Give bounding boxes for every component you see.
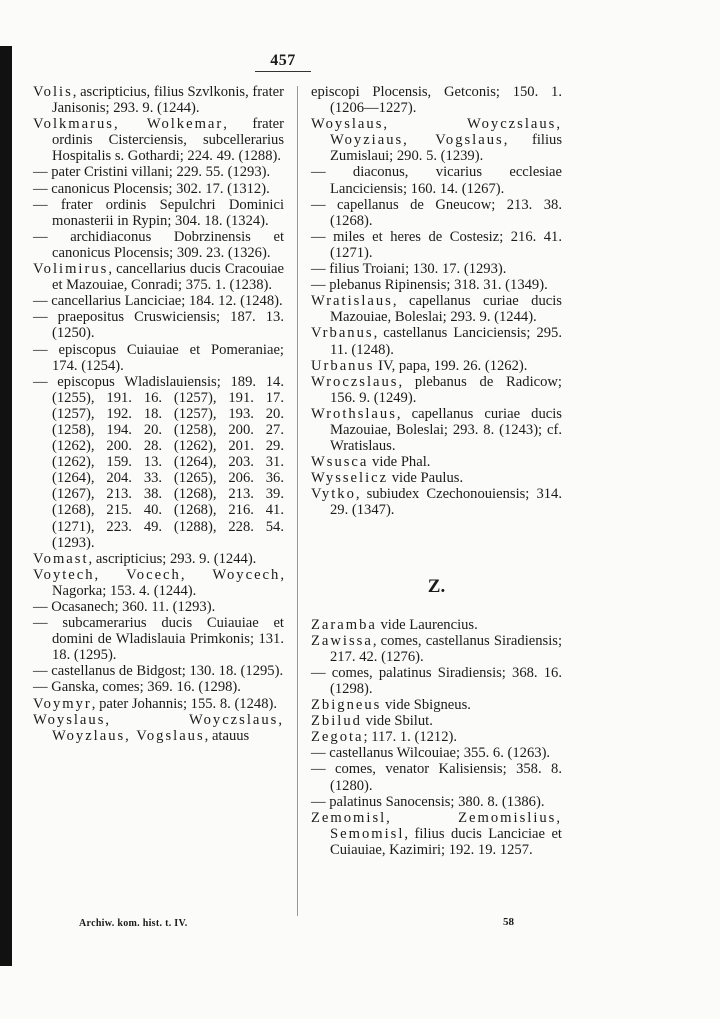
- entry-headword: Wsusca: [311, 454, 369, 471]
- index-entry: [311, 84, 562, 116]
- entry-text: — filius Troiani; 130. 17. (1293).: [311, 261, 507, 278]
- entry-text: — comes, venator Kalisiensis; 358. 8. (1280).: [311, 761, 562, 794]
- entry-text: — archidiaconus Dobrzinensis et canonicus Plocensis; 309. 23. (1326).: [33, 228, 284, 261]
- entry-headword: Vomast: [33, 550, 89, 567]
- footer-sheet-number: 58: [503, 916, 514, 928]
- entry-headword: Zawissa: [311, 632, 373, 649]
- index-entry: [33, 164, 284, 180]
- entry-headword: Zbilud: [311, 713, 362, 730]
- entry-text: episcopi Plocensis, Getconis; 150. 1. (1206—1227).: [311, 84, 562, 117]
- index-entry: [311, 617, 562, 633]
- entry-text: IV, papa, 199. 26. (1262).: [374, 357, 528, 374]
- entry-text: — Ocasanech; 360. 11. (1293).: [33, 599, 216, 615]
- index-entry: [33, 696, 284, 712]
- index-entry: [311, 116, 562, 164]
- entry-text: vide Phal.: [368, 454, 431, 471]
- entry-text: vide Paulus.: [388, 470, 464, 487]
- index-entry: [311, 697, 562, 713]
- entry-headword: Zbigneus: [311, 697, 382, 714]
- index-entry: [311, 633, 562, 665]
- entry-text: , ascripticius, filius Szvlkonis, frater Janisonis; 293. 9. (1244).: [52, 84, 284, 117]
- entry-text: — comes, palatinus Siradiensis; 368. 16. (1298).: [311, 664, 562, 697]
- entry-text: , pater Johannis; 155. 8. (1248).: [91, 695, 277, 712]
- index-entry: [33, 599, 284, 615]
- index-entry: [311, 470, 562, 486]
- entry-text: , plebanus de Radicow; 156. 9. (1249).: [330, 373, 562, 406]
- index-entry: [311, 197, 562, 229]
- entry-headword: Zemomisl, Zemomislius, Semomisl: [311, 809, 562, 842]
- entry-text: — castellanus de Bidgost; 130. 18. (1295).: [33, 663, 284, 680]
- index-entry: [33, 342, 284, 374]
- index-entry: [311, 486, 562, 518]
- entry-text: , subiudex Czechonouiensis; 314. 29. (1347).: [330, 486, 562, 519]
- index-entry: [33, 84, 284, 116]
- entry-text: — praepositus Cruswiciensis; 187. 13. (1250).: [33, 309, 284, 342]
- entry-text: — frater ordinis Sepulchri Dominici monasterii in Rypin; 304. 18. (1324).: [33, 196, 284, 229]
- index-entry: [311, 277, 562, 293]
- entry-headword: Volkmarus, Wolkemar: [33, 116, 224, 133]
- entry-text: , filius Zumislaui; 290. 5. (1239).: [330, 132, 563, 165]
- entry-headword: Volimirus: [33, 261, 109, 278]
- index-entry: [311, 745, 562, 761]
- entry-text: — episcopus Wladislauiensis; 189. 14. (1255), 191. 16. (1257), 191. 17. (1257), 192. 18. (1257), 193. 20. (1258), 194. 20. (1258), 200. 27. (1262), 200. 28. (1262), 201. 29. (1262), 159. 13. (1264), 203. 31. (1264), 204. 33. (1265), 206. 36. (1267), 213. 38. (1268), 213. 39. (1268), 215. 40. (1268), 216. 41. (1271), 223. 49. (1288), 228. 54. (1293).: [33, 373, 284, 551]
- entry-text: — palatinus Sanocensis; 380. 8. (1386).: [311, 793, 545, 810]
- entry-headword: Wroczslaus: [311, 373, 399, 390]
- entry-text: , Nagorka; 153. 4. (1244).: [52, 566, 284, 599]
- index-entry: [33, 181, 284, 197]
- entry-headword: Wysselicz: [311, 470, 389, 487]
- entry-text: , comes, castellanus Siradiensis; 217. 42. (1276).: [330, 632, 562, 665]
- index-entry: [311, 164, 562, 196]
- entry-headword: Vrbanus: [311, 325, 374, 342]
- index-entry: [311, 325, 562, 357]
- left-column: [33, 84, 284, 744]
- entry-headword: Woyslaus, Woyczslaus, Woyzlaus, Vogslaus: [33, 711, 284, 744]
- index-entry: [311, 761, 562, 793]
- index-entry: [33, 116, 284, 164]
- entry-text: — episcopus Cuiauiae et Pomeraniae; 174. (1254).: [33, 341, 284, 374]
- index-entry: [311, 729, 562, 745]
- entry-text: , filius ducis Lanciciae et Cuiauiae, Kazimiri; 192. 19. 1257.: [330, 825, 562, 858]
- index-entry: [311, 374, 562, 406]
- index-entry: [311, 794, 562, 810]
- entry-headword: Voytech, Vocech, Woycech: [33, 566, 281, 583]
- entry-text: vide Laurencius.: [376, 616, 478, 633]
- index-entry: [33, 567, 284, 599]
- right-column: [311, 84, 562, 858]
- binding-edge: [0, 46, 12, 966]
- entry-text: — pater Cristini villani; 229. 55. (1293).: [33, 164, 271, 181]
- index-entry: [33, 229, 284, 261]
- index-entry: [311, 406, 562, 454]
- entry-text: — subcamerarius ducis Cuiauiae et domini de Wladislauia Primkonis; 131. 18. (1295).: [33, 615, 284, 664]
- entry-text: , castellanus Lanciciensis; 295. 11. (1248).: [330, 325, 562, 358]
- index-entry: [33, 374, 284, 551]
- entry-headword: Zegota: [311, 729, 364, 746]
- index-entry: [311, 229, 562, 261]
- entry-text: — miles et heres de Costesiz; 216. 41. (1271).: [311, 228, 562, 261]
- entry-headword: Woyslaus, Woyczslaus, Woyziaus, Vogslaus: [311, 116, 562, 149]
- entry-text: — diaconus, vicarius ecclesiae Lanciciensis; 160. 14. (1267).: [311, 164, 562, 197]
- entry-headword: Zaramba: [311, 616, 377, 633]
- entry-text: vide Sbilut.: [361, 713, 433, 730]
- index-entry: [311, 293, 562, 325]
- index-entry: [311, 810, 562, 858]
- index-entry: [311, 358, 562, 374]
- page-number: 457: [270, 52, 296, 69]
- entry-text: — canonicus Plocensis; 302. 17. (1312).: [33, 180, 270, 197]
- index-entry: [33, 663, 284, 679]
- entry-text: — capellanus de Gneucow; 213. 38. (1268).: [311, 196, 562, 229]
- entry-text: — castellanus Wilcouiae; 355. 6. (1263).: [311, 745, 551, 762]
- index-entry: [33, 309, 284, 341]
- entry-text: — plebanus Ripinensis; 318. 31. (1349).: [311, 277, 548, 294]
- entry-text: , capellanus curiae ducis Mazouiae, Boleslai; 293. 9. (1244).: [330, 293, 562, 326]
- entry-text: — cancellarius Lanciciae; 184. 12. (1248).: [33, 293, 283, 310]
- section-letter-heading: Z.: [427, 575, 446, 597]
- entry-text: , capellanus curiae ducis Mazouiae, Boleslai; 293. 8. (1243); cf. Wratislaus.: [330, 405, 562, 455]
- footer-signature: Archiw. kom. hist. t. IV.: [79, 918, 188, 929]
- index-entry: [33, 261, 284, 293]
- entry-text: , frater ordinis Cisterciensis, subcellerarius Hospitalis s. Gothardi; 224. 49. (1288).: [52, 116, 284, 165]
- entry-text: , atauus: [204, 727, 250, 744]
- index-entry: [33, 712, 284, 744]
- index-entry: [33, 615, 284, 663]
- index-entry: [33, 551, 284, 567]
- index-entry: [33, 679, 284, 695]
- column-divider: [297, 86, 298, 916]
- entry-headword: Wrothslaus: [311, 405, 397, 422]
- entry-text: ; 117. 1. (1212).: [363, 729, 458, 746]
- index-entry: [311, 713, 562, 729]
- entry-headword: Urbanus: [311, 357, 375, 374]
- entry-headword: Wratislaus: [311, 293, 393, 310]
- index-entry: [33, 197, 284, 229]
- entry-headword: Volis: [33, 84, 73, 100]
- entry-text: , cancellarius ducis Cracouiae et Mazouiae, Conradi; 375. 1. (1238).: [52, 261, 284, 294]
- index-entry: [311, 454, 562, 470]
- entry-text: — Ganska, comes; 369. 16. (1298).: [33, 679, 241, 696]
- entry-headword: Voymyr: [33, 695, 92, 712]
- index-entry: [33, 293, 284, 309]
- entry-headword: Vytko: [311, 486, 356, 503]
- header-rule: [255, 71, 311, 72]
- index-entry: [311, 665, 562, 697]
- index-entry: [311, 261, 562, 277]
- entry-text: , ascripticius; 293. 9. (1244).: [88, 550, 257, 567]
- entry-text: vide Sbigneus.: [381, 697, 471, 714]
